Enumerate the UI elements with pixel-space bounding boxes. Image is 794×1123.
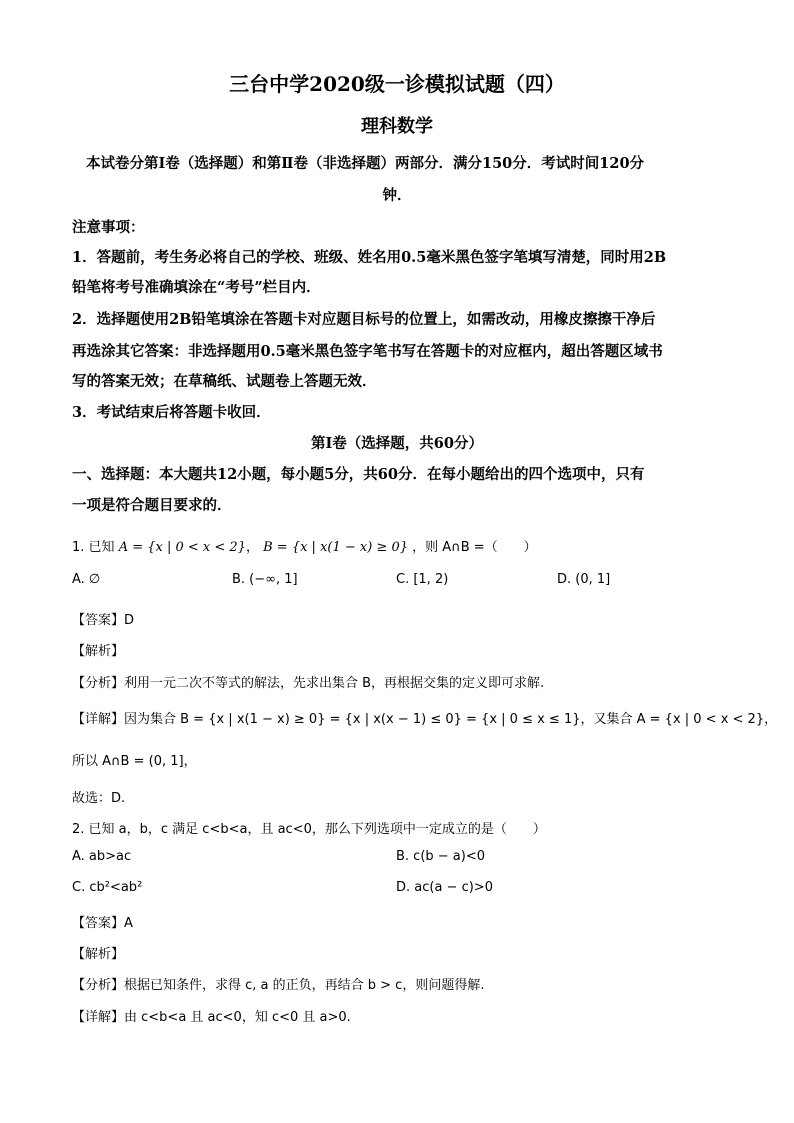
- question-1-answer: 【答案】D: [72, 613, 135, 628]
- notice-heading: 注意事项：: [72, 219, 145, 236]
- question-1-prefix: 1. 已知: [72, 540, 115, 555]
- question-1-conclusion: 所以 A∩B = (0, 1]，: [72, 754, 197, 769]
- question-2-option-a: A. ab>ac: [72, 849, 132, 864]
- question-2-option-b: B. c(b − a)<0: [396, 849, 486, 864]
- question-1-xiangjie: 【详解】因为集合 B = {x | x(1 − x) ≥ 0} = {x | x(x − 1) ≤ 0} = {x | 0 ≤ x ≤ 1}，又集合 A = {x | 0 < x < 2}，: [72, 712, 778, 727]
- set-a-formula: A = {x | 0 < x < 2}: [118, 540, 246, 555]
- question-1-fenxi: 【分析】利用一元二次不等式的解法，先求出集合 B，再根据交集的定义即可求解.: [72, 676, 545, 691]
- question-1-analysis-label: 【解析】: [72, 644, 125, 659]
- question-2-option-c: C. cb²<ab²: [72, 880, 143, 895]
- question-1-option-d: D. (0, 1]: [557, 572, 611, 587]
- question-1-option-b: B. (−∞, 1]: [232, 572, 298, 587]
- notice-item-2-line-3: 写的答案无效；在草稿纸、试题卷上答题无效．: [72, 373, 377, 390]
- question-2-xiangjie: 【详解】由 c<b<a 且 ac<0，知 c<0 且 a>0.: [72, 1010, 351, 1025]
- notice-item-3: 3．考试结束后将答题卡收回．: [72, 404, 271, 421]
- exam-subject: 理科数学: [361, 116, 433, 137]
- question-1-choice: 故选：D.: [72, 791, 126, 806]
- intro-line-1: 本试卷分第Ⅰ卷（选择题）和第Ⅱ卷（非选择题）两部分．满分150分．考试时间120分: [86, 155, 645, 172]
- question-1-stem: [72, 536, 722, 555]
- question-2-option-d: D. ac(a − c)>0: [396, 880, 493, 895]
- question-1-option-c: C. [1, 2): [396, 572, 449, 587]
- notice-item-1-line-1: 1．答题前，考生务必将自己的学校、班级、姓名用0.5毫米黑色签字笔填写清楚，同时用2B: [72, 249, 667, 266]
- question-2-analysis-label: 【解析】: [72, 947, 125, 962]
- section-1-instructions-line-1: 一、选择题：本大题共12小题，每小题5分，共60分．在每小题给出的四个选项中，只有: [72, 466, 645, 483]
- notice-item-2-line-2: 再选涂其它答案：非选择题用0.5毫米黑色签字笔书写在答题卡的对应框内，超出答题区域书: [72, 343, 663, 360]
- question-2-fenxi: 【分析】根据已知条件，求得 c, a 的正负，再结合 b > c，则问题得解.: [72, 978, 485, 993]
- question-1-option-a: A. ∅: [72, 572, 101, 587]
- section-1-instructions-line-2: 一项是符合题目要求的．: [72, 497, 232, 514]
- notice-item-1-line-2: 铅笔将考号准确填涂在“考号”栏目内．: [72, 279, 321, 296]
- exam-title: 三台中学2020级一诊模拟试题（四）: [229, 72, 565, 96]
- question-1-comma: ，: [245, 540, 259, 555]
- question-1-suffix: ，则 A∩B =（ ）: [412, 540, 537, 555]
- question-2-answer: 【答案】A: [72, 916, 133, 931]
- notice-item-2-line-1: 2．选择题使用2B铅笔填涂在答题卡对应题目标号的位置上，如需改动，用橡皮擦擦干净后: [72, 311, 656, 328]
- intro-line-2: 钟．: [382, 187, 412, 204]
- question-2-stem: 2. 已知 a，b，c 满足 c<b<a，且 ac<0，那么下列选项中一定成立的是（ ）: [72, 822, 546, 837]
- set-b-formula: B = {x | x(1 − x) ≥ 0}: [263, 540, 409, 555]
- section-1-heading: 第Ⅰ卷（选择题，共60分）: [311, 435, 483, 452]
